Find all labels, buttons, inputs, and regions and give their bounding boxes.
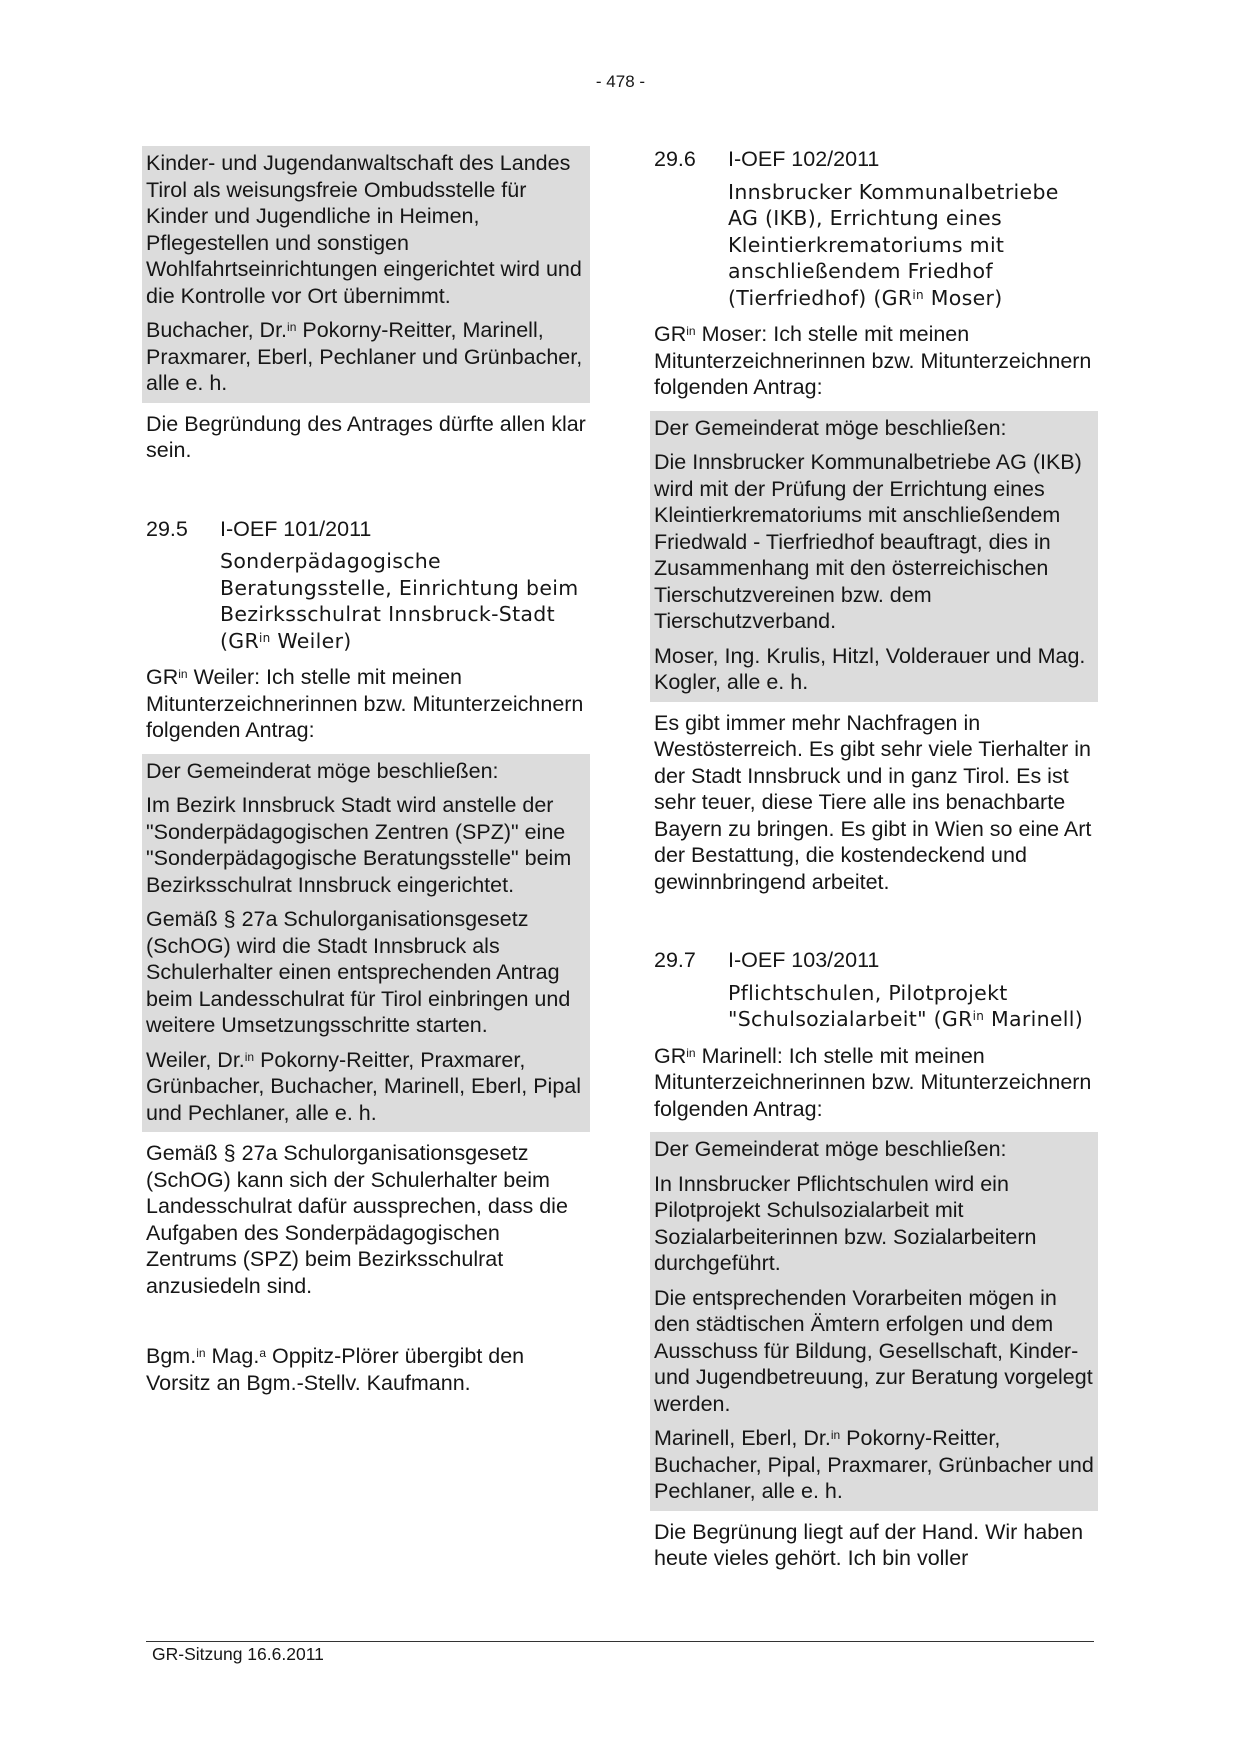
chair-handover: Bgm.$^{in}$ Mag.$^a$ Oppitz-Plörer übergibt den Vorsitz an Bgm.-Stellv. Kaufmann. [146, 1344, 525, 1395]
motion-heading: Der Gemeinderat möge beschließen: [654, 415, 1007, 440]
item-code: I-OEF 103/2011 [728, 948, 880, 972]
motion-heading: Der Gemeinderat möge beschließen: [654, 1137, 1007, 1161]
agenda-item-heading [654, 947, 1094, 974]
explanation-text: Es gibt immer mehr Nachfragen in Westösterreich. Es gibt sehr viele Tierhalter in der Stadt Innsbruck und in ganz Tirol. Es ist sehr teuer, diese Tiere alle ins benachbarte Bayern zu bringen. Es gibt in Wien so eine Art der Bestattung, die kostendeckend und gewinnbringend arbeitet. [654, 710, 1092, 894]
item-subject: Sonderpädagogische Beratungsstelle, Einrichtung beim Bezirksschulrat Innsbruck-Stadt ($GR^{in}$ Weiler) [220, 549, 579, 653]
motion-text: Kinder- und Jugendanwaltschaft des Landes Tirol als weisungsfreie Ombudsstelle für Kinder und Jugendliche in Heimen, Pflegestellen und sonstigen Wohlfahrtseinrichtungen eingerichtet wird und die Kontrolle vor Ort übernimmt. [146, 151, 582, 308]
motion-heading: Der Gemeinderat möge beschließen: [146, 758, 499, 783]
explanation-text: Gemäß § 27a Schulorganisationsgesetz (SchOG) kann sich der Schulerhalter beim Landesschulrat dafür aussprechen, dass die Aufgaben des Sonderpädagogischen Zentrums (SPZ) beim Bezirksschulrat anzusiedeln sind. [146, 1141, 568, 1298]
motion-text: Die entsprechenden Vorarbeiten mögen in den städtischen Ämtern erfolgen und dem Ausschuss für Bildung, Gesellschaft, Kinder- und Jugendbetreuung, zur Beratung vorgelegt werden. [654, 1285, 1093, 1416]
footer-divider [146, 1641, 1094, 1642]
item-number: 29.5 [146, 516, 188, 541]
item-number: 29.7 [654, 948, 696, 972]
motion-box [650, 411, 1098, 702]
motion-text: Im Bezirk Innsbruck Stadt wird anstelle der "Sonderpädagogischen Zentren (SPZ)" eine "Sonderpädagogische Beratungsstelle" beim Bezirksschulrat Innsbruck eingerichtet. [146, 793, 572, 897]
proposal-intro: $GR^{in}$ Marinell: Ich stelle mit meinen Mitunterzeichnerinnen bzw. Mitunterzeichnern folgenden Antrag: [654, 1043, 1092, 1121]
signatories: Buchacher, Dr.$^{in}$ Pokorny-Reitter, Marinell, Praxmarer, Eberl, Pechlaner und Grünbacher, alle e. h. [146, 318, 583, 395]
proposal-intro: $GR^{in}$ Weiler: Ich stelle mit meinen Mitunterzeichnerinnen bzw. Mitunterzeichnern folgenden Antrag: [146, 665, 584, 742]
motion-box-continued [142, 146, 590, 403]
item-number: 29.6 [654, 147, 696, 171]
item-subject: Pflichtschulen, Pilotprojekt "Schulsozialarbeit" ($GR^{in}$ Marinell) [728, 980, 1084, 1031]
signatories: Marinell, Eberl, Dr.$^{in}$ Pokorny-Reitter, Buchacher, Pipal, Praxmarer, Grünbacher und Pechlaner, alle e. h. [654, 1426, 1094, 1503]
left-column [146, 146, 586, 1406]
motion-text: In Innsbrucker Pflichtschulen wird ein Pilotprojekt Schulsozialarbeit mit Sozialarbeiterinnen bzw. Sozialarbeitern durchgeführt. [654, 1171, 1037, 1275]
signatories: Moser, Ing. Krulis, Hitzl, Volderauer und Mag. Kogler, alle e. h. [654, 643, 1086, 694]
item-code: I-OEF 102/2011 [728, 147, 880, 171]
signatories: Weiler, Dr.$^{in}$ Pokorny-Reitter, Praxmarer, Grünbacher, Buchacher, Marinell, Eberl, Pipal und Pechlaner, alle e. h. [146, 1047, 582, 1125]
page-number: - 478 - [595, 72, 646, 91]
item-code: I-OEF 101/2011 [220, 516, 372, 541]
explanation-text: Die Begrünung liegt auf der Hand. Wir haben heute vieles gehört. Ich bin voller [654, 1519, 1084, 1570]
motion-box [142, 754, 590, 1133]
motion-text: Gemäß § 27a Schulorganisationsgesetz (SchOG) wird die Stadt Innsbruck als Schulerhalter einen entsprechenden Antrag beim Landesschulrat für Tirol einbringen und weitere Umsetzungsschritte starten. [146, 907, 571, 1037]
motion-text: Die Innsbrucker Kommunalbetriebe AG (IKB) wird mit der Prüfung der Errichtung eines Kleintierkrematoriums mit anschließendem Friedwald - Tierfriedhof beauftragt, dies in Zusammenhang mit den österreichischen Tierschutzvereinen bzw. dem Tierschutzverband. [654, 450, 1082, 633]
agenda-item-heading [654, 146, 1094, 173]
reasoning-text: Die Begründung des Antrages dürfte allen klar sein. [146, 411, 586, 462]
right-column [654, 146, 1094, 1582]
agenda-item-heading [146, 516, 586, 543]
motion-box [650, 1132, 1098, 1511]
footer-session-date: GR-Sitzung 16.6.2011 [152, 1644, 324, 1664]
item-subject: Innsbrucker Kommunalbetriebe AG (IKB), Errichtung eines Kleintierkrematoriums mit anschließendem Friedhof (Tierfriedhof) ($GR^{in}$ Moser) [728, 179, 1059, 310]
proposal-intro: $GR^{in}$ Moser: Ich stelle mit meinen Mitunterzeichnerinnen bzw. Mitunterzeichnern folgenden Antrag: [654, 322, 1092, 399]
